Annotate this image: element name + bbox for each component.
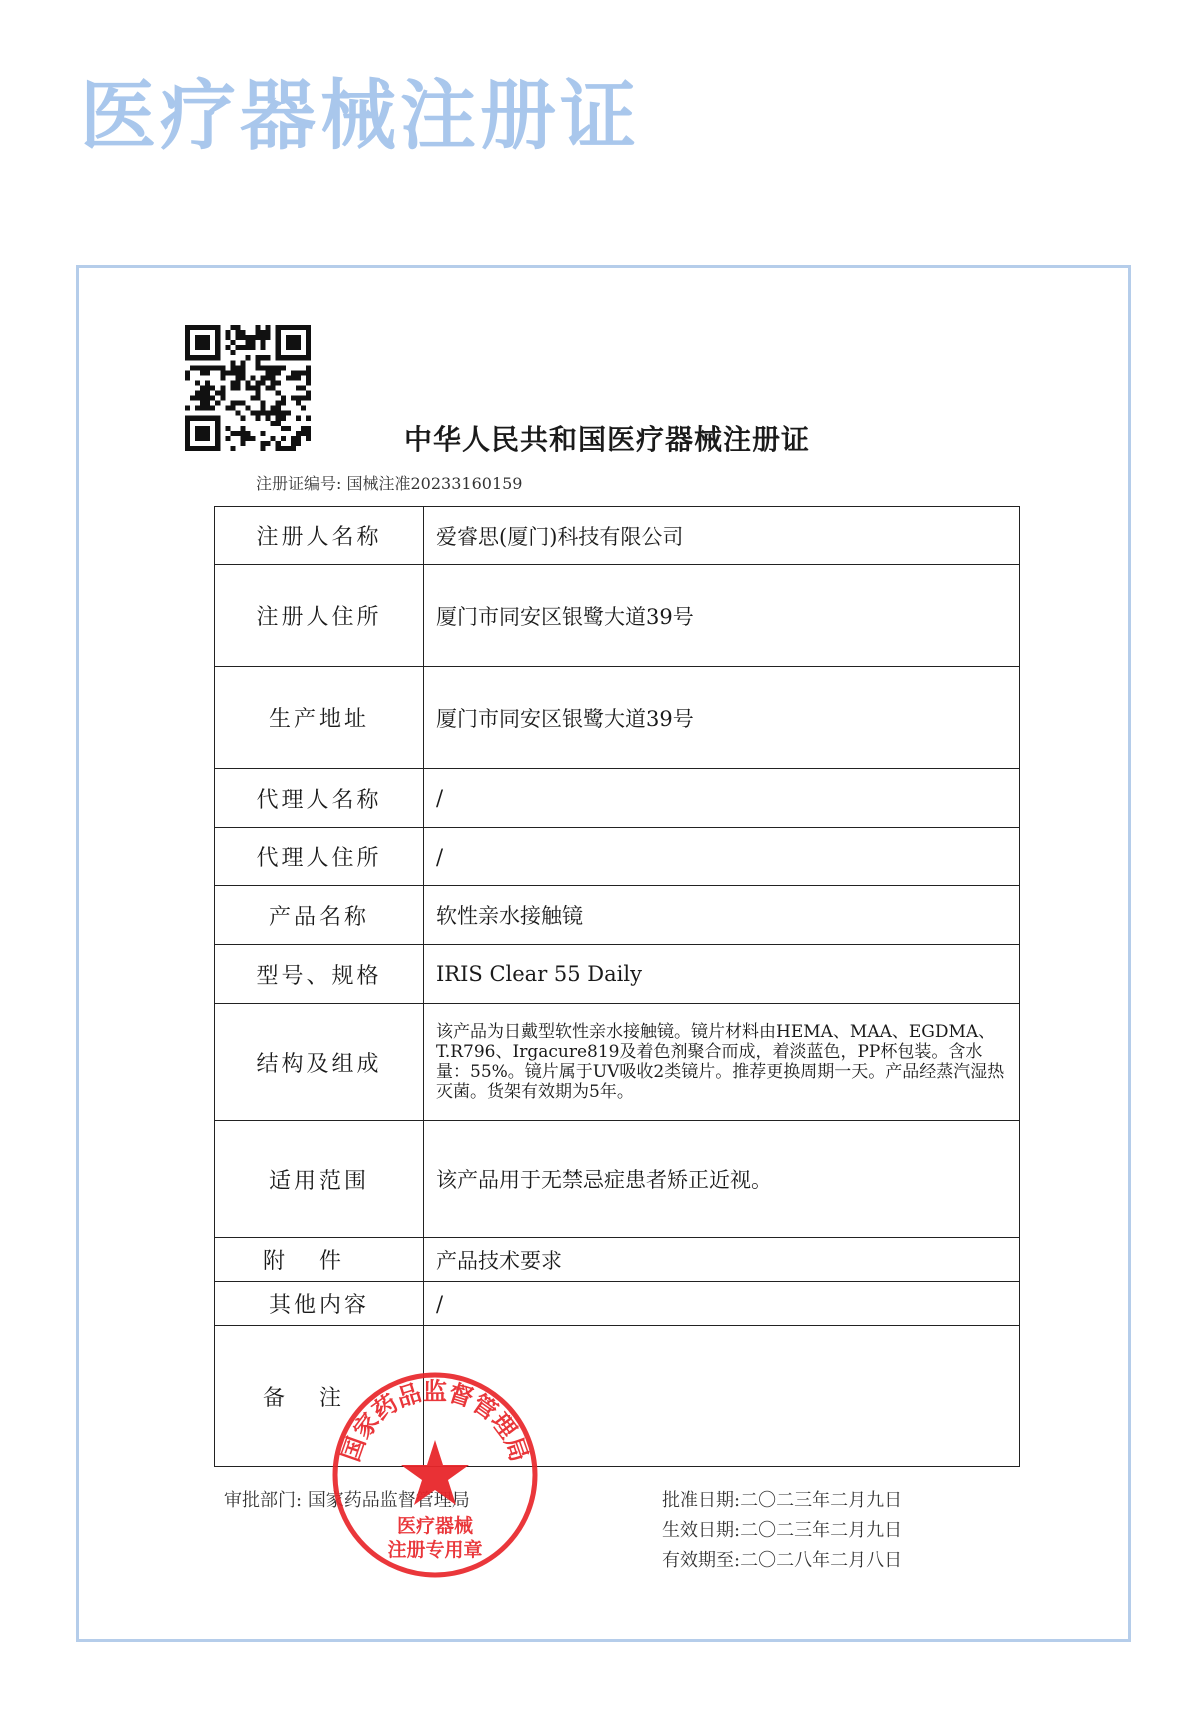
value-attachments: 产品技术要求	[424, 1238, 1020, 1282]
value-registrant-name: 爱睿思(厦门)科技有限公司	[424, 507, 1020, 565]
label-remarks-text: 备注	[262, 1385, 375, 1411]
seal-inner-line1: 医疗器械	[396, 1515, 474, 1537]
row-production-address	[215, 667, 1020, 769]
official-seal	[330, 1370, 540, 1580]
row-structure	[215, 1004, 1020, 1121]
dates-block	[662, 1486, 902, 1576]
registration-number	[256, 471, 522, 494]
seal-star-icon	[401, 1440, 469, 1505]
value-structure: 该产品为日戴型软性亲水接触镜。镜片材料由HEMA、MAA、EGDMA、T.R796、Irgacure819及着色剂聚合而成，着淡蓝色，PP杯包装。含水量：55%。镜片属于UV吸收2类镜片。推荐更换周期一天。产品经蒸汽湿热灭菌。货架有效期为5年。	[424, 1004, 1020, 1121]
seal-outer-text: 国家药品监督管理局	[336, 1377, 534, 1466]
value-scope: 该产品用于无禁忌症患者矫正近视。	[424, 1121, 1020, 1238]
row-registrant-name	[215, 507, 1020, 565]
row-scope	[215, 1121, 1020, 1238]
value-agent-address: /	[424, 828, 1020, 886]
label-model-spec: 型号、规格	[215, 945, 424, 1004]
value-product-name: 软性亲水接触镜	[424, 886, 1020, 945]
approval-department-label: 审批部门:	[224, 1490, 303, 1511]
valid-until-value: 二〇二八年二月八日	[740, 1550, 903, 1571]
label-registrant-address: 注册人住所	[215, 565, 424, 667]
row-agent-name	[215, 769, 1020, 828]
row-agent-address	[215, 828, 1020, 886]
label-registrant-name: 注册人名称	[215, 507, 424, 565]
row-attachments	[215, 1238, 1020, 1282]
row-model-spec	[215, 945, 1020, 1004]
valid-until-line	[662, 1546, 902, 1576]
value-registrant-address: 厦门市同安区银鹭大道39号	[424, 565, 1020, 667]
row-registrant-address	[215, 565, 1020, 667]
value-other: /	[424, 1282, 1020, 1326]
effective-date-label: 生效日期:	[662, 1520, 741, 1541]
label-attachments-text: 附件	[262, 1249, 375, 1274]
label-scope: 适用范围	[215, 1121, 424, 1238]
label-agent-address: 代理人住所	[215, 828, 424, 886]
page-heading: 医疗器械注册证	[80, 71, 640, 160]
label-other: 其他内容	[215, 1282, 424, 1326]
approval-date-label: 批准日期:	[662, 1490, 741, 1511]
effective-date-value: 二〇二三年二月九日	[740, 1520, 903, 1541]
registration-number-value: 国械注准20233160159	[346, 474, 523, 493]
label-attachments	[215, 1238, 424, 1282]
approval-department-value: 国家药品监督管理局	[307, 1490, 470, 1511]
registration-number-label: 注册证编号:	[256, 474, 342, 493]
value-model-spec: IRIS Clear 55 Daily	[424, 945, 1020, 1004]
row-product-name	[215, 886, 1020, 945]
label-production-address: 生产地址	[215, 667, 424, 769]
certificate-table	[214, 506, 1020, 1467]
seal-inner-line2: 注册专用章	[387, 1539, 483, 1561]
label-structure: 结构及组成	[215, 1004, 424, 1121]
approval-date-value: 二〇二三年二月九日	[740, 1490, 903, 1511]
valid-until-label: 有效期至:	[662, 1550, 741, 1571]
approval-date-line	[662, 1486, 902, 1516]
value-agent-name: /	[424, 769, 1020, 828]
label-agent-name: 代理人名称	[215, 769, 424, 828]
value-production-address: 厦门市同安区银鹭大道39号	[424, 667, 1020, 769]
row-other	[215, 1282, 1020, 1326]
effective-date-line	[662, 1516, 902, 1546]
label-product-name: 产品名称	[215, 886, 424, 945]
certificate-title: 中华人民共和国医疗器械注册证	[403, 423, 810, 456]
